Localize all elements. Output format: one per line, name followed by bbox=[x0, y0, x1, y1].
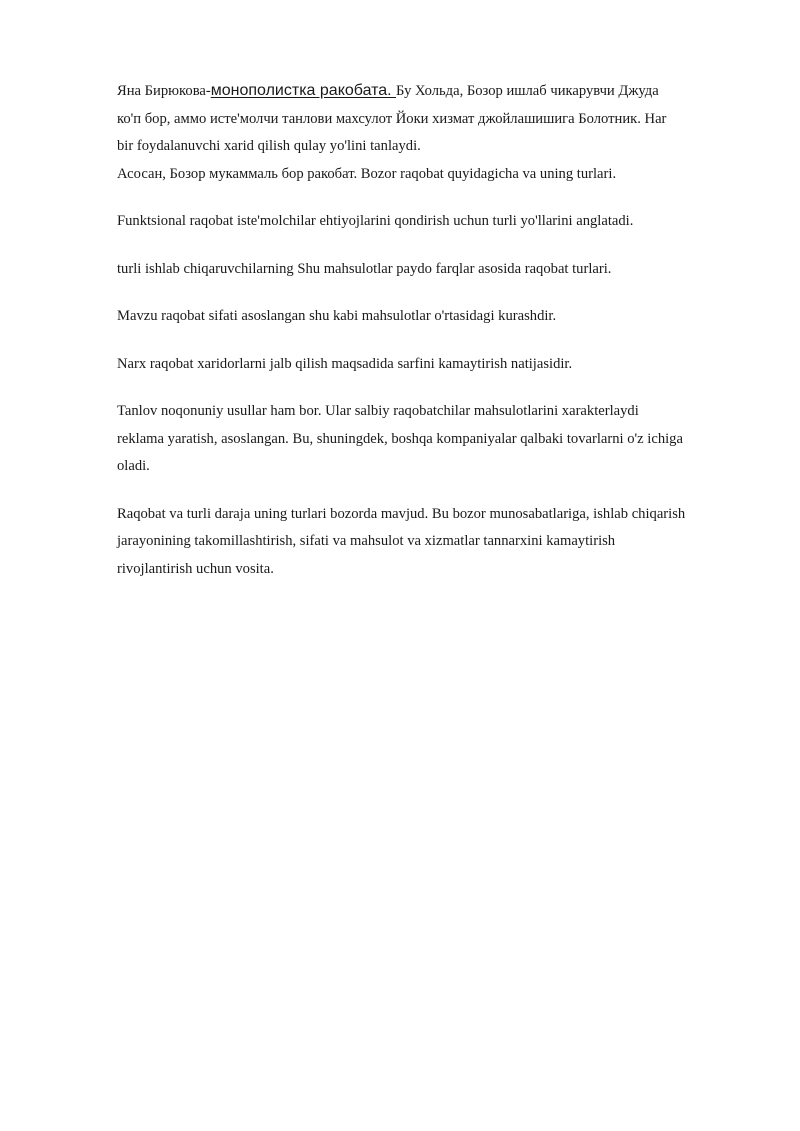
paragraph-basis: Асосан, Бозор мукаммаль бор ракобат. Bozor raqobat quyidagicha va uning turlari. bbox=[117, 165, 617, 182]
paragraph-illegal-line1: Tanlov noqonuniy usullar ham bor. Ular salbiy raqobatchilar mahsulotlarini xarakterlaydi bbox=[117, 403, 639, 419]
paragraph-price: Narx raqobat xaridorlarni jalb qilish maqsadida sarfini kamaytirish natijasidir. bbox=[117, 355, 573, 372]
intro-text-line1: Бу Хольда, Бозор ишлаб чикарувчи Джуда bbox=[396, 83, 659, 99]
paragraph-conclusion bbox=[117, 501, 757, 584]
paragraph-producers: turli ishlab chiqaruvchilarning Shu mahsulotlar paydo farqlar asosida raqobat turlari. bbox=[117, 260, 612, 277]
intro-paragraph bbox=[117, 77, 757, 161]
paragraph-conclusion-line1: Raqobat va turli daraja uning turlari bozorda mavjud. Bu bozor munosabatlariga, ishlab chiqarish bbox=[117, 505, 686, 522]
author-name: Яна Бирюкова- bbox=[117, 83, 211, 99]
title-link[interactable]: монополистка ракобата. bbox=[210, 82, 397, 99]
paragraph-conclusion-line2: jarayonining takomillashtirish, sifati va mahsulot va xizmatlar tannarxini kamaytirish bbox=[117, 533, 616, 549]
paragraph-subject: Mavzu raqobat sifati asoslangan shu kabi mahsulotlar o'rtasidagi kurashdir. bbox=[117, 308, 557, 324]
paragraph-illegal-line3: oladi. bbox=[117, 458, 150, 474]
paragraph-functional: Funktsional raqobat iste'molchilar ehtiyojlarini qondirish uchun turli yo'llarini anglatadi. bbox=[117, 213, 634, 229]
intro-text-line3: bir foydalanuvchi xarid qilish qulay yo'lini tanlaydi. bbox=[117, 138, 421, 154]
intro-text-line2: ко'п бор, аммо исте'молчи танлови махсулот Йоки хизмат джойлашишига Болотник. Har bbox=[117, 110, 667, 127]
paragraph-conclusion-line3: rivojlantirish uchun vosita. bbox=[117, 560, 274, 577]
paragraph-illegal-line2: reklama yaratish, asoslangan. Bu, shuningdek, boshqa kompaniyalar qalbaki tovarlarni o'z ichiga bbox=[117, 430, 683, 447]
paragraph-illegal-methods bbox=[117, 398, 757, 481]
document-body bbox=[117, 77, 757, 603]
